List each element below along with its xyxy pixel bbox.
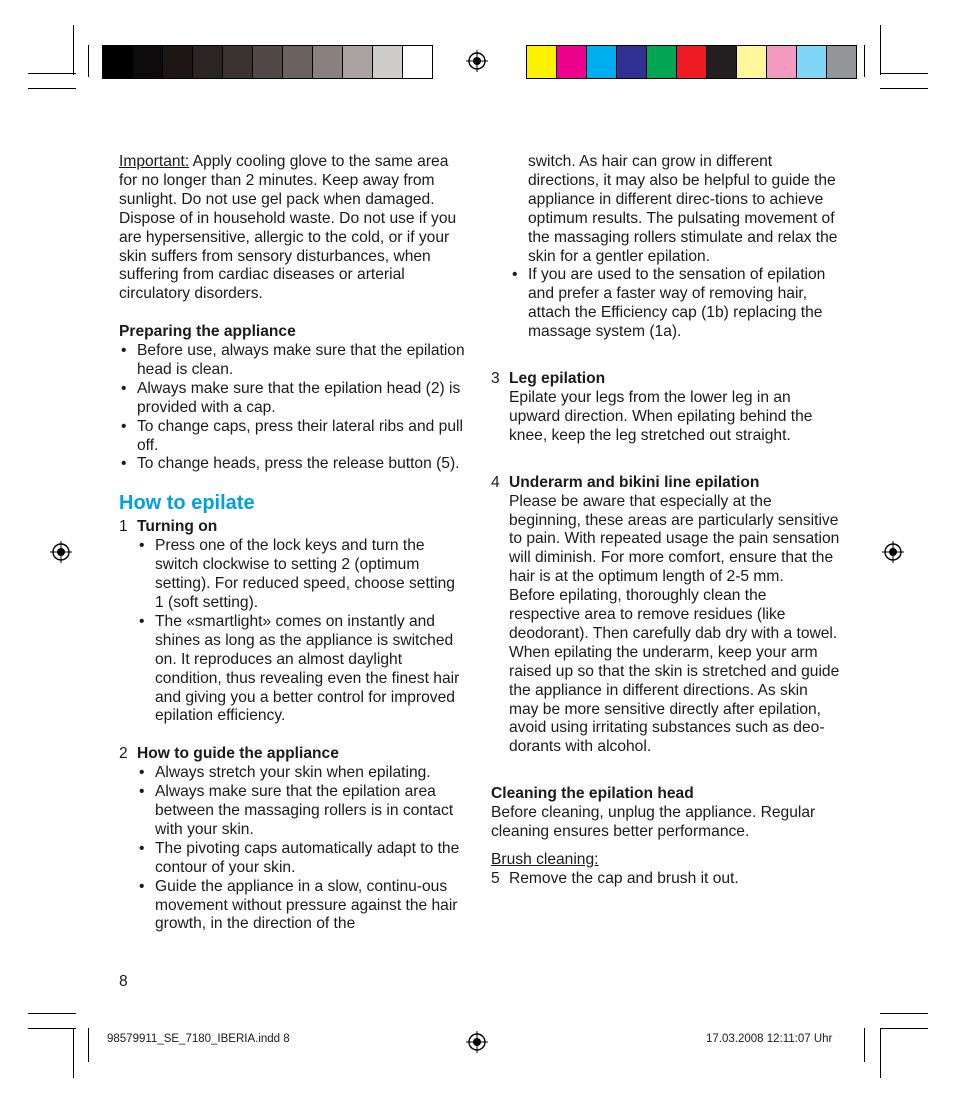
registration-mark-icon [466, 50, 488, 72]
color-swatch [343, 46, 373, 78]
color-swatch [557, 46, 587, 78]
section-heading: How to epilate [119, 492, 255, 515]
step-text: Remove the cap and brush it out. [509, 869, 739, 887]
right-column [491, 153, 841, 889]
brush-cleaning-label: Brush cleaning: [491, 851, 599, 868]
step-1 [119, 518, 467, 726]
grayscale-color-bar [102, 45, 433, 79]
step-title: Underarm and bikini line epilation [509, 473, 760, 491]
preparing-heading: Preparing the appliance [119, 323, 296, 341]
list-item: • To change heads, press the release button (5). [119, 455, 467, 474]
important-paragraph [119, 153, 467, 304]
step-title: How to guide the appliance [137, 745, 339, 763]
registration-mark-icon [466, 1031, 488, 1053]
color-swatch [827, 46, 856, 78]
cleaning-text: Before cleaning, unplug the appliance. Regular cleaning ensures better performance. [491, 804, 816, 841]
color-swatch [313, 46, 343, 78]
list-item: • The pivoting caps automatically adapt to the contour of your skin. [137, 840, 467, 878]
continued-text: switch. As hair can grow in different directions, it may also be helpful to guide the appliance in different direc-tions to achieve optimum results. The pulsating movement of the massaging rollers stimulate and relax the skin for a gentler epilation. [528, 153, 838, 265]
step-number: 1 [119, 518, 128, 536]
step-2 [119, 745, 467, 934]
list-item: • Before use, always make sure that the epilation head is clean. [119, 342, 467, 380]
color-swatch [253, 46, 283, 78]
step-number: 4 [491, 473, 500, 491]
step-title: Leg epilation [509, 370, 606, 388]
step-4 [491, 474, 841, 758]
list-item: • Guide the appliance in a slow, continu-ous movement without pressure against the hair growth, in the direction of the [137, 878, 467, 935]
color-swatch [283, 46, 313, 78]
color-swatch [797, 46, 827, 78]
color-swatch [767, 46, 797, 78]
color-swatch [103, 46, 133, 78]
process-color-bar [526, 45, 857, 79]
step-text: Before epilating, thoroughly clean the respective area to remove residues (like deodorant). Then carefully dab dry with a towel. When epilating the underarm, keep your arm raised up so that the skin is stretched and guide the appliance in different directions. As skin may be more sensitive directly after epilation, avoid using irritating substances such as deo-dorants with alcohol. [509, 587, 840, 756]
list-item: • To change caps, press their lateral ribs and pull off. [119, 418, 467, 456]
step-title: Turning on [137, 518, 218, 536]
list-item: • Press one of the lock keys and turn the switch clockwise to setting 2 (optimum setting). For reduced speed, choose setting 1 (soft setting). [137, 537, 467, 613]
color-swatch [373, 46, 403, 78]
color-swatch [707, 46, 737, 78]
list-item: • Always make sure that the epilation head (2) is provided with a cap. [119, 380, 467, 418]
list-item: • Always stretch your skin when epilating. [137, 764, 467, 783]
print-date: 17.03.2008 12:11:07 Uhr [706, 1033, 833, 1045]
step-3 [491, 370, 841, 446]
list-item: • Always make sure that the epilation area between the massaging rollers is in contact with your skin. [137, 783, 467, 840]
color-swatch [403, 46, 432, 78]
file-info: 98579911_SE_7180_IBERIA.indd 8 [107, 1033, 290, 1045]
step-number: 2 [119, 745, 128, 763]
color-swatch [193, 46, 223, 78]
step-5 [491, 870, 841, 889]
step-number: 3 [491, 370, 500, 388]
step-number: 5 [491, 869, 500, 887]
step-text: Please be aware that especially at the beginning, these areas are particularly sensitive to pain. With repeated usage the pain sensation will diminish. For more comfort, ensure that the hair is at the optimum length of 2-5 mm. [509, 492, 840, 586]
color-swatch [587, 46, 617, 78]
color-swatch [677, 46, 707, 78]
left-column [119, 153, 467, 934]
step-text: Epilate your legs from the lower leg in an upward direction. When epilating behind the knee, keep the leg stretched out straight. [509, 388, 813, 444]
color-swatch [163, 46, 193, 78]
color-swatch [737, 46, 767, 78]
important-text: Apply cooling glove to the same area for no longer than 2 minutes. Keep away from sunlight. Do not use gel pack when damaged. Dispose of in household waste. Do not use if you are hypersensitive, allergic to the cold, or if your skin suffers from sensory disturbances, when suffering from cardiac diseases or arterial circulatory disorders. [119, 153, 457, 303]
cleaning-heading: Cleaning the epilation head [491, 785, 694, 803]
color-swatch [223, 46, 253, 78]
color-swatch [617, 46, 647, 78]
color-swatch [527, 46, 557, 78]
list-item: • If you are used to the sensation of epilation and prefer a faster way of removing hair, attach the Efficiency cap (1b) replacing the massage system (1a). [510, 266, 841, 342]
page-number: 8 [119, 973, 128, 990]
preparing-list [119, 342, 467, 474]
important-label: Important: [119, 153, 190, 170]
registration-mark-icon [882, 541, 904, 563]
list-item: • The «smartlight» comes on instantly and shines as long as the appliance is switched on. It reproduces an almost daylight condition, thus revealing even the finest hair and giving you a better control for improved epilation efficiency. [137, 613, 467, 726]
color-swatch [133, 46, 163, 78]
color-swatch [647, 46, 677, 78]
registration-mark-icon [50, 541, 72, 563]
